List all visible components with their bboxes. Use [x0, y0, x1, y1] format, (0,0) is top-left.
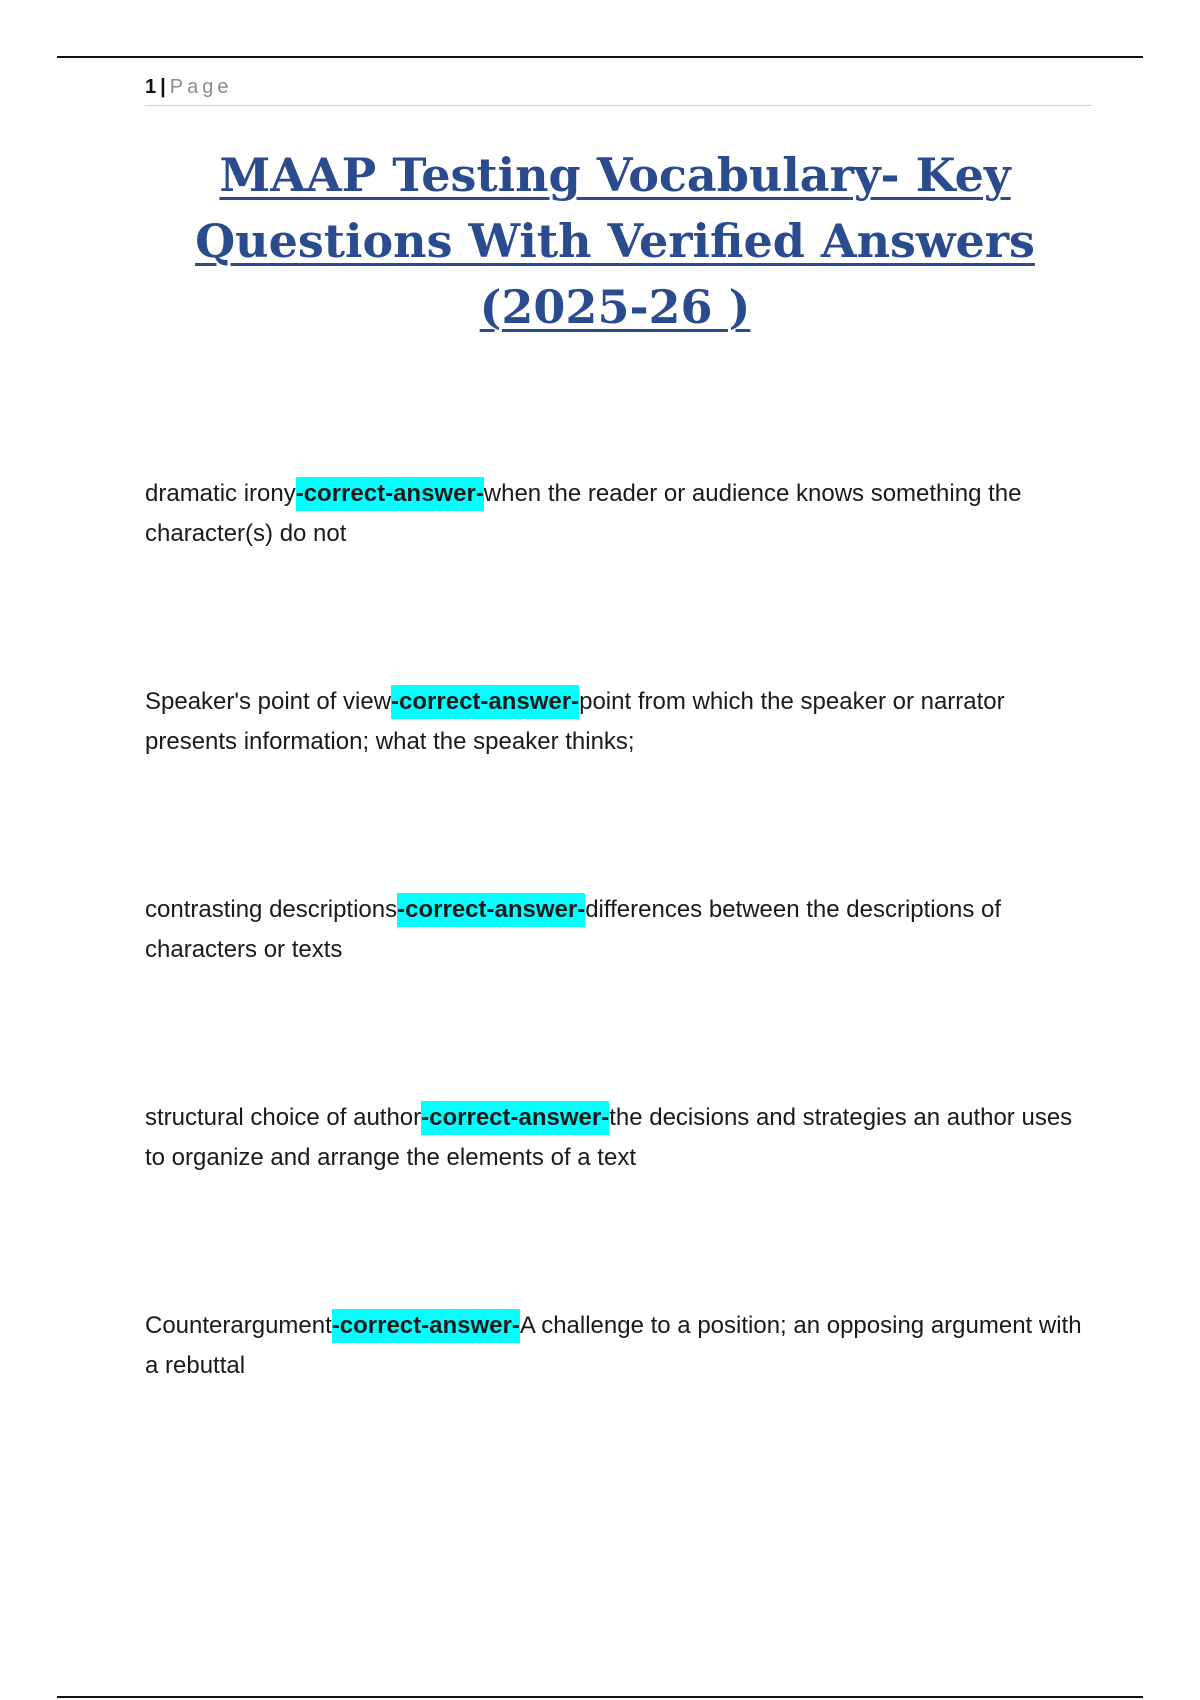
answer-tag: -correct-answer-: [391, 685, 579, 719]
top-page-rule: [57, 56, 1143, 58]
page-label: Page: [169, 76, 233, 98]
page-separator: |: [160, 76, 166, 98]
document-title: MAAP Testing Vocabulary- Key Questions With Verified Answers (2025-26 ): [195, 148, 1035, 334]
vocabulary-entry: [145, 1306, 1095, 1386]
entry-definition: differences between the descriptions of characters or texts: [145, 896, 1002, 963]
page-number: 1: [145, 76, 157, 98]
page-header: [145, 72, 1092, 106]
entry-term: dramatic irony: [145, 480, 296, 507]
answer-tag: -correct-answer-: [332, 1309, 520, 1343]
entry-term: structural choice of author: [145, 1104, 422, 1131]
entry-term: Counterargument: [145, 1312, 332, 1339]
answer-tag: -correct-answer-: [296, 477, 484, 511]
vocabulary-entry: [145, 474, 1095, 554]
entry-definition: when the reader or audience knows something the character(s) do not: [145, 480, 1022, 547]
answer-tag: -correct-answer-: [397, 893, 585, 927]
bottom-page-rule: [57, 1696, 1143, 1698]
entry-definition: point from which the speaker or narrator presents information; what the speaker thinks;: [145, 688, 1005, 755]
entry-definition: A challenge to a position; an opposing argument with a rebuttal: [145, 1312, 1082, 1379]
vocabulary-entry: [145, 890, 1095, 970]
answer-tag: -correct-answer-: [421, 1101, 609, 1135]
entry-term: contrasting descriptions: [145, 896, 398, 923]
vocabulary-entry: [145, 1098, 1095, 1178]
entry-term: Speaker's point of view: [145, 688, 392, 715]
vocabulary-entry: [145, 682, 1095, 762]
entry-definition: the decisions and strategies an author uses to organize and arrange the elements of a text: [145, 1104, 1073, 1171]
